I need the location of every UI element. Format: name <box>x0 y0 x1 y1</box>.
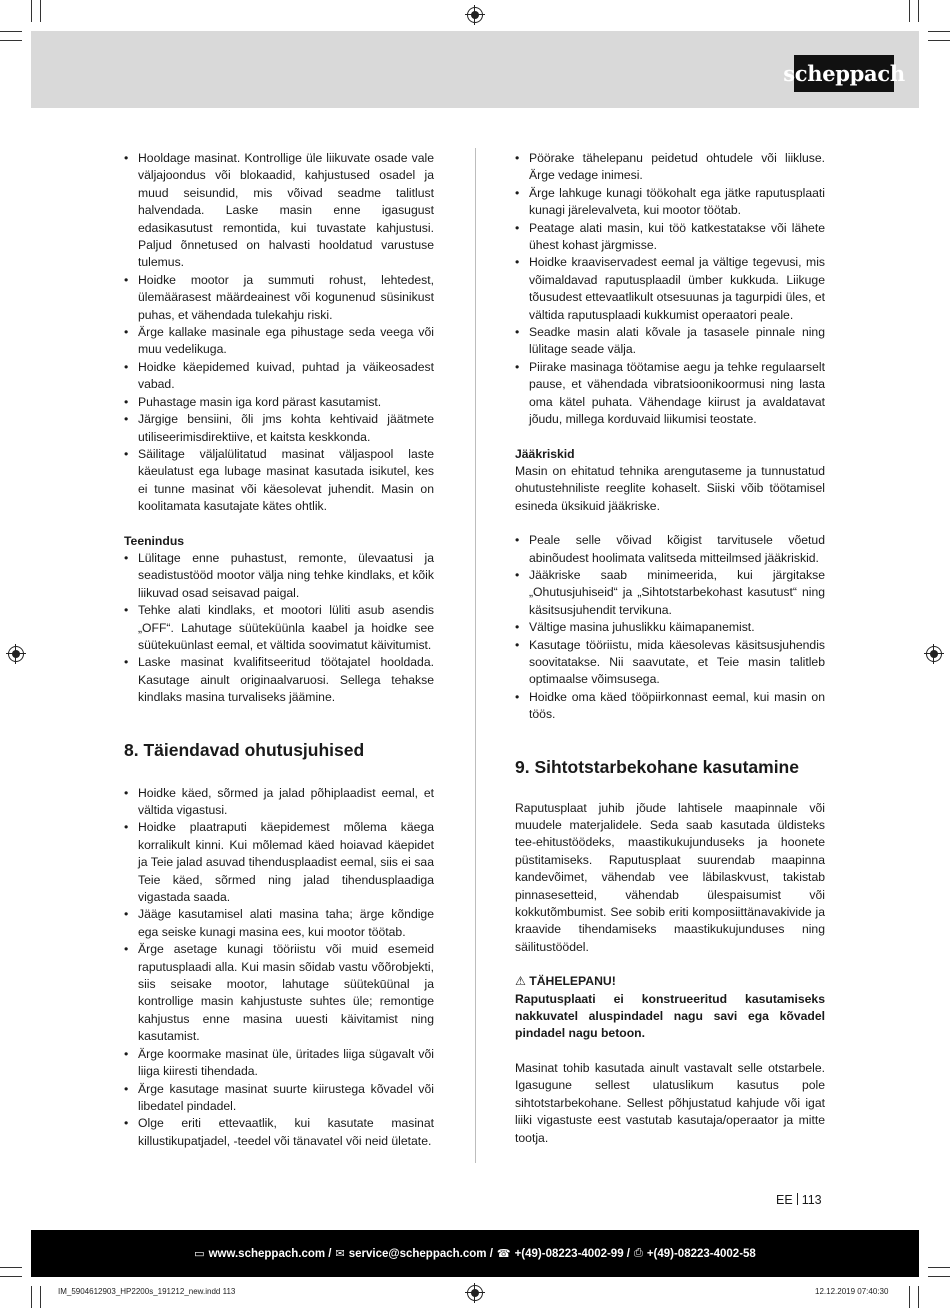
crop-mark <box>31 1286 32 1308</box>
fax-icon: ⎙ <box>634 1247 643 1259</box>
column-divider <box>475 148 476 1163</box>
bullet-item: • Hooldage masinat. Kontrollige üle liikuvate osade vale väljajoondus või blokaadid, kahjustused osadel ja muud seisundid, mis võivad seadme talitlust halvendada. Laske masin enne igasugust edasikasutust remontida, kui tuvastate kahjustusi. Paljud õnnetused on halvasti hooldatud varustuse tulemus. <box>124 150 434 272</box>
right-column <box>515 150 825 1147</box>
bullet-item: • Jääkriske saab minimeerida, kui järgitakse „Ohutusjuhiseid“ ja „Sihtotstarbekohast kasutust“ ning käsitsusjuhendit tervikuna. <box>515 567 825 619</box>
warning-text: Raputusplaati ei konstrueeritud kasutamiseks nakkuvatel aluspindadel nagu savi ega kõvadel pindadel nagu betoon. <box>515 991 825 1041</box>
crop-mark <box>928 40 950 41</box>
bullet-item: • Ärge koormake masinat üle, üritades liiga sügavalt või liiga kiiresti tihendada. <box>124 1046 434 1081</box>
bullet-item: • Vältige masina juhuslikku käimapanemist. <box>515 619 825 636</box>
crop-mark <box>918 0 919 22</box>
crop-mark <box>0 1267 22 1268</box>
bullet-item: • Hoidke mootor ja summuti rohust, lehtedest, ülemäärasest määrdeainest või kogunenud süsinikust puhas, et vähendada tulekahju riski. <box>124 272 434 324</box>
crop-mark <box>31 0 32 22</box>
bullet-item: • Säilitage väljalülitatud masinat väljaspool laste käeulatust ega lubage masinat kasutada isikutel, kes ei tunne masinat või käesolevat juhendit. Masin on koolitamata kasutajate kätes ohtlik. <box>124 446 434 516</box>
crop-mark <box>918 1286 919 1308</box>
computer-icon: ▭ <box>194 1248 205 1260</box>
bullet-item: • Hoidke käepidemed kuivad, puhtad ja väikeosadest vabad. <box>124 359 434 394</box>
bullet-item: • Ärge asetage kunagi tööriistu või muid esemeid raputusplaadi alla. Kui masin sõidab vastu võõrobjekti, siis seisake mootor, lahutage süütekūünal ja kontrollige masin kahjustuste suhtes üle; remontige kahjustus enne masina uuesti käivitamist ning kasutamist. <box>124 941 434 1045</box>
additional-safety-list <box>124 785 434 1151</box>
website-link[interactable]: www.scheppach.com / <box>208 1247 332 1260</box>
closing-text: Masinat tohib kasutada ainult vastavalt selle otstarbele. Igasugune sellest ulatuslikum kasutus pole sihtotstarbekohane. Sellest põhjustatud kahjude või igat liiki vigastuste eest vastutab kasutaja/operaator ja mitte tootja. <box>515 1060 825 1145</box>
phone-icon: ☎ <box>496 1248 511 1260</box>
left-column <box>124 150 434 1150</box>
service-list <box>124 550 434 707</box>
registration-mark-icon <box>467 7 483 23</box>
bullet-item: • Seadke masin alati kõvale ja tasasele pinnale ning lülitage seade välja. <box>515 324 825 359</box>
crop-mark <box>0 40 22 41</box>
crop-mark <box>909 1286 910 1308</box>
bullet-item: • Järgige bensiini, õli jms kohta kehtivaid jäätmete utiliseerimisdirektiive, et kaitsta keskkonda. <box>124 411 434 446</box>
bullet-item: • Olge eriti ettevaatlik, kui kasutate masinat killustikupatjadel, -teedel või tänavatel või neid ületate. <box>124 1115 434 1150</box>
bullet-item: • Hoidke plaatraputi käepidemest mõlema käega korralikult kinni. Kui mõlemad käed hoiavad käepidet ja Teie jalad asuvad tihendusplaadist eemal, siis ei saa Teie käed, sõrmed ning jalad tihendusplaadiga vigastada saada. <box>124 819 434 906</box>
bullet-item: • Puhastage masin iga kord pärast kasutamist. <box>124 394 434 411</box>
bullet-item: • Laske masinat kvalifitseeritud töötajatel hooldada. Kasutage ainult originaalvaruosi. Sellega tehakse kindlaks masina turvaliseks jäämine. <box>124 654 434 706</box>
footer-contact-bar <box>31 1230 919 1277</box>
email-link[interactable]: service@scheppach.com / <box>348 1247 493 1260</box>
registration-mark-icon <box>467 1285 483 1301</box>
phone-number: +(49)-08223-4002-99 / <box>514 1247 630 1260</box>
registration-mark-icon <box>8 646 24 662</box>
crop-mark <box>928 31 950 32</box>
bullet-item: • Ärge kasutage masinat suurte kiirustega kõvadel või libedatel pindadel. <box>124 1081 434 1116</box>
slug-file-info: IM_5904612903_HP2200s_191212_new.indd 113 <box>58 1287 236 1296</box>
bullet-item: • Hoidke käed, sõrmed ja jalad põhiplaadist eemal, et vältida vigastusi. <box>124 785 434 820</box>
section-8-heading: 8. Täiendavad ohutusjuhised <box>124 739 365 760</box>
bullet-item: • Pöörake tähelepanu peidetud ohtudele või liikluse. Ärge vedage inimesi. <box>515 150 825 185</box>
envelope-icon: ✉ <box>335 1248 345 1260</box>
bullet-item: • Peatage alati masin, kui töö katkestatakse või lähete ühest kohast järgmisse. <box>515 220 825 255</box>
safety-continued-list <box>515 150 825 429</box>
bullet-item: • Ärge lahkuge kunagi töökohalt ega jätke raputusplaati kunagi järelevalveta, kui mootor töötab. <box>515 185 825 220</box>
bullet-item: • Ärge kallake masinale ega pihustage seda veega või muu vedelikuga. <box>124 324 434 359</box>
crop-mark <box>909 0 910 22</box>
bullet-item: • Lülitage enne puhastust, remonte, ülevaatusi ja seadistustööd mootor välja ning tehke kindlaks, et kõik liikuvad osad seisavad paigal. <box>124 550 434 602</box>
slug-date: 12.12.2019 07:40:30 <box>815 1287 889 1296</box>
crop-mark <box>928 1267 950 1268</box>
bullet-item: • Peale selle võivad kõigist tarvitusele võetud abinõudest hoolimata valitseda mitteilmsed jääkriskid. <box>515 532 825 567</box>
bullet-item: • Tehke alati kindlaks, et mootori lüliti asub asendis „OFF“. Lahutage süüteküünla kaabel ja hoidke see süütekuünlast eemal, et vältida soovimatut käivitumist. <box>124 602 434 654</box>
warning-heading: ⚠ TÄHELEPANU! <box>515 974 616 989</box>
intended-use-text: Raputusplaat juhib jõude lahtisele maapinnale või muudele materjalidele. Seda saab kasutada üldisteks tee-ehitustöödeks, maastikukujunduseks ja hoonete püstitamiseks. Raputusplaat suurendab maapinna kandevõimet, vähendab vee läbilaskvust, takistab pinnasesetteid, vähendab ülespaisumist või kokkutõmbumist. See sobib eriti komposiittänavakivide ja kraavide tihendamiseks maastikukujunduses ning säilitustöödel. <box>515 800 825 954</box>
crop-mark <box>40 0 41 22</box>
page-number <box>776 1193 822 1207</box>
bullet-item: • Piirake masinaga töötamise aegu ja tehke regulaarselt pause, et vähendada vibratsioonikoormusi ning lasta oma kätel puhata. Vähendage kiirust ja avaldatavat jõudu, millega korduvaid liikumisi teostate. <box>515 359 825 429</box>
bullet-item: • Hoidke kraaviservadest eemal ja vältige tegevusi, mis võimaldavad raputusplaadil ümber kukkuda. Liikuge tõusudest ettevaatlikult otsesuunas ja tagurpidi üles, et vältida raputusplaadi kukkumist operaatori peale. <box>515 254 825 324</box>
bullet-item: • Hoidke oma käed tööpiirkonnast eemal, kui masin on töös. <box>515 689 825 724</box>
crop-mark <box>0 31 22 32</box>
service-heading: Teenindus <box>124 533 185 548</box>
residual-risks-text: Masin on ehitatud tehnika arengutaseme ja tunnustatud ohutustehniliste reeglite kohaselt. Siiski võib töötamisel esineda üksikuid jääkriske. <box>515 463 825 513</box>
maintenance-list <box>124 150 434 516</box>
section-9-heading: 9. Sihtotstarbekohane kasutamine <box>515 756 799 777</box>
residual-risks-heading: Jääkriskid <box>515 446 575 461</box>
crop-mark <box>0 1276 22 1277</box>
fax-number: +(49)-08223-4002-58 <box>646 1247 756 1260</box>
bullet-item: • Jääge kasutamisel alati masina taha; ärge kõndige ega seiske kunagi masina ees, kui mootor töötab. <box>124 906 434 941</box>
scheppach-logo: scheppach <box>794 55 894 92</box>
bullet-item: • Kasutage tööriistu, mida käesolevas käsitsusjuhendis soovitatakse. Nii saavutate, et Teie masin talitleb optimaalse võimsusega. <box>515 637 825 689</box>
residual-risks-list <box>515 532 825 723</box>
crop-mark <box>928 1276 950 1277</box>
language-code: EE <box>776 1193 793 1207</box>
crop-mark <box>40 1286 41 1308</box>
page-number-value: 113 <box>801 1193 822 1207</box>
registration-mark-icon <box>926 646 942 662</box>
